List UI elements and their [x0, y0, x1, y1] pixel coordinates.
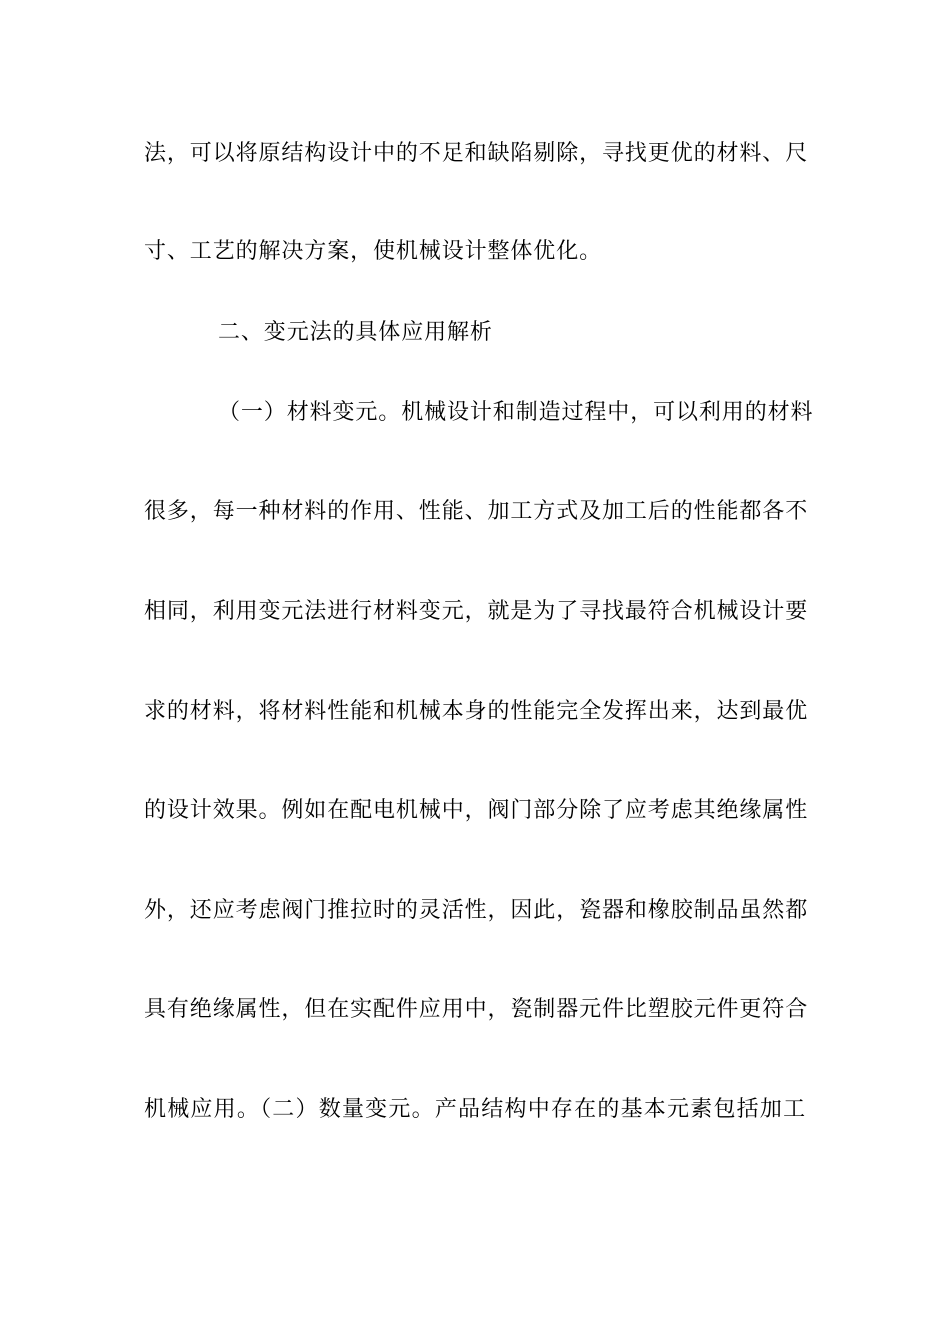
body-text-line: 的设计效果。例如在配电机械中，阀门部分除了应考虑其绝缘属性 — [144, 798, 809, 823]
body-text-line: 寸、工艺的解决方案，使机械设计整体优化。 — [144, 239, 603, 264]
body-text-line: 机械应用。（二）数量变元。产品结构中存在的基本元素包括加工 — [144, 1097, 806, 1122]
body-text-line: 外，还应考虑阀门推拉时的灵活性，因此，瓷器和橡胶制品虽然都 — [144, 898, 809, 923]
body-text-line: 具有绝缘属性，但在实配件应用中，瓷制器元件比塑胶元件更符合 — [144, 997, 809, 1022]
paragraph-first-line: （一）材料变元。机械设计和制造过程中，可以利用的材料 — [218, 400, 814, 425]
body-text-line: 求的材料，将材料性能和机械本身的性能完全发挥出来，达到最优 — [144, 699, 809, 724]
body-text-line: 法，可以将原结构设计中的不足和缺陷剔除，寻找更优的材料、尺 — [144, 141, 809, 166]
body-text-line: 很多，每一种材料的作用、性能、加工方式及加工后的性能都各不 — [144, 499, 809, 524]
section-heading: 二、变元法的具体应用解析 — [218, 320, 493, 345]
body-text-line: 相同，利用变元法进行材料变元，就是为了寻找最符合机械设计要 — [144, 599, 809, 624]
